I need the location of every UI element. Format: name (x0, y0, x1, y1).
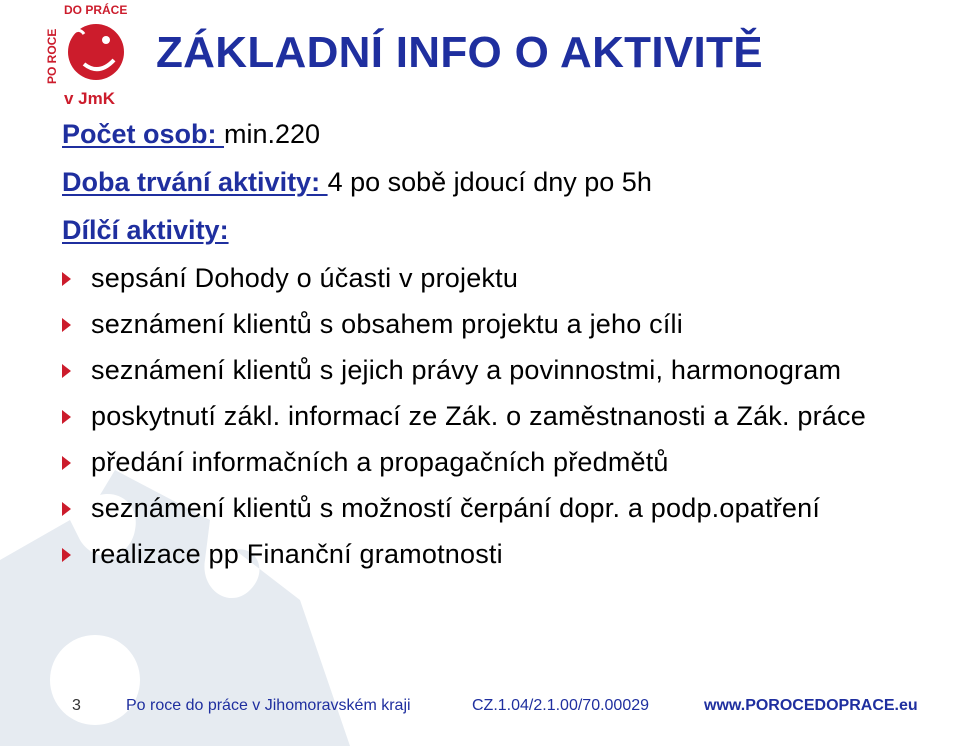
triangle-bullet-icon (62, 272, 71, 286)
list-item (62, 448, 942, 477)
field-label: Dílčí aktivity: (62, 215, 229, 245)
slide-title: ZÁKLADNÍ INFO O AKTIVITĚ (156, 28, 763, 77)
field-value: 4 po sobě jdoucí dny po 5h (327, 167, 652, 197)
triangle-bullet-icon (62, 410, 71, 424)
footer-project-code: CZ.1.04/2.1.00/70.00029 (472, 697, 650, 714)
triangle-bullet-icon (62, 548, 71, 562)
list-item-text: seznámení klientů s jejich právy a povinnostmi, harmonogram (91, 355, 842, 385)
footer-project-name: Po roce do práce v Jihomoravském kraji (126, 697, 411, 714)
page-number: 3 (72, 697, 81, 714)
smiley-face-icon (68, 24, 124, 80)
smiley-eye-icon (102, 36, 110, 44)
slide-content (62, 118, 942, 586)
list-item (62, 540, 942, 569)
triangle-bullet-icon (62, 318, 71, 332)
project-logo (44, 2, 134, 108)
field-value: min.220 (224, 119, 321, 149)
list-item-text: poskytnutí zákl. informací ze Zák. o zaměstnanosti a Zák. práce (91, 401, 866, 431)
logo-top-text: DO PRÁCE (64, 3, 128, 17)
list-item (62, 310, 942, 339)
list-item-text: seznámení klientů s možností čerpání dopr. a podp.opatření (91, 493, 821, 523)
triangle-bullet-icon (62, 456, 71, 470)
logo-bottom-text: v JmK (64, 89, 116, 108)
list-item (62, 494, 942, 523)
field-person-count (62, 118, 942, 150)
subactivities-list (62, 264, 942, 569)
triangle-bullet-icon (62, 364, 71, 378)
list-item (62, 356, 942, 385)
field-label: Doba trvání aktivity: (62, 167, 328, 197)
list-item (62, 402, 942, 431)
slide-footer (0, 697, 960, 721)
list-item-text: seznámení klientů s obsahem projektu a jeho cíli (91, 309, 683, 339)
list-item (62, 264, 942, 293)
field-duration (62, 166, 942, 198)
field-label: Počet osob: (62, 119, 225, 149)
list-item-text: předání informačních a propagačních předmětů (91, 447, 669, 477)
list-item-text: realizace pp Finanční gramotnosti (91, 539, 503, 569)
footer-website-link[interactable]: www.POROCEDOPRACE.eu (704, 697, 918, 714)
list-item-text: sepsání Dohody o účasti v projektu (91, 263, 519, 293)
subactivities-heading (62, 214, 942, 246)
logo-side-text: PO ROCE (45, 28, 59, 84)
triangle-bullet-icon (62, 502, 71, 516)
